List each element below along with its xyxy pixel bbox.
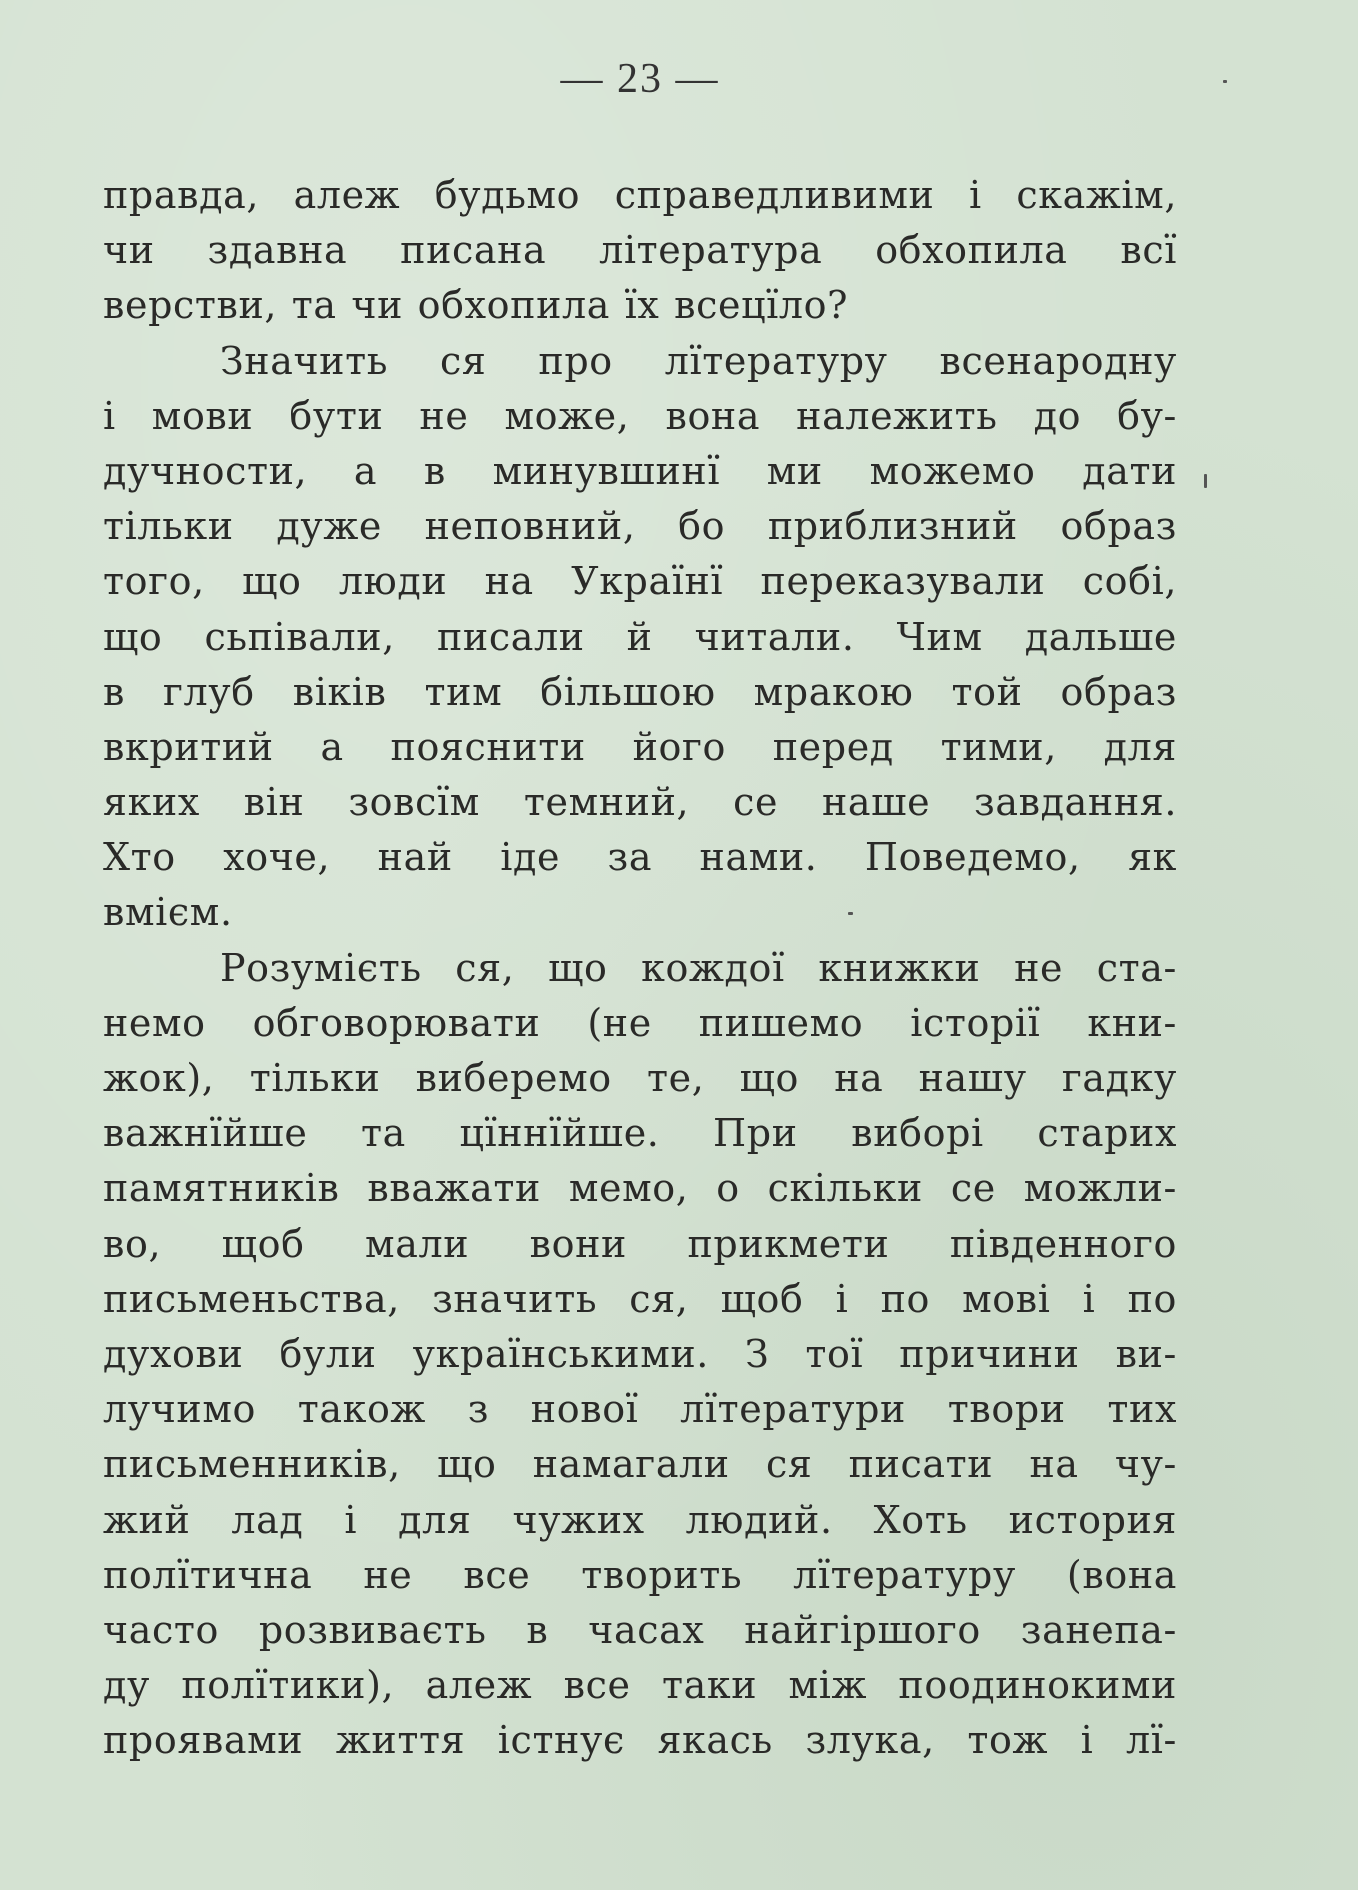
text-line: во, щоб мали вони прикмети південного	[103, 1221, 1177, 1266]
text-line: в глуб віків тим більшою мракою той образ	[103, 669, 1177, 714]
text-line: дучности, а в минувшинї ми можемо дати	[103, 448, 1177, 493]
text-line: полїтична не все творить лїтературу (вона	[103, 1552, 1177, 1597]
text-line: того, що люди на Українї переказували собі,	[103, 559, 1177, 604]
text-line: письменників, що намагали ся писати на чу-	[103, 1442, 1177, 1487]
text-line: памятників вважати мемо, о скільки се можли-	[103, 1166, 1177, 1211]
page-number: — 23 —	[560, 56, 720, 102]
text-line: проявами життя істнує якась злука, тож і лї-	[103, 1718, 1177, 1763]
text-line: Хто хоче, най іде за нами. Поведемо, як	[103, 835, 1177, 880]
text-line: і мови бути не може, вона належить до бу-	[103, 393, 1177, 438]
text-line: вкритий а пояснити його перед тими, для	[103, 724, 1177, 769]
text-line: яких він зовсїм темний, се наше завдання.	[103, 780, 1177, 825]
text-line: немо обговорювати (не пишемо історії кни-	[103, 1000, 1177, 1045]
text-line: жок), тільки виберемо те, що на нашу гадку	[103, 1056, 1177, 1100]
ink-speck	[1223, 80, 1227, 83]
ink-speck	[848, 912, 853, 915]
body-text	[103, 168, 1177, 1768]
text-line: письменьства, значить ся, щоб і по мові і по	[103, 1276, 1177, 1321]
text-line: важнїйше та цїннїйше. При виборі старих	[103, 1111, 1177, 1156]
text-line: жий лад і для чужих людий. Хоть история	[103, 1497, 1177, 1542]
text-line: Розумієть ся, що кождої книжки не ста-	[220, 945, 1177, 990]
text-line: духови були українськими. З тої причини ви-	[103, 1331, 1177, 1376]
text-line: часто розвиваєть в часах найгіршого занепа-	[103, 1607, 1177, 1652]
text-line: правда, алеж будьмо справедливими і скажім,	[103, 173, 1177, 217]
ink-speck	[1204, 474, 1207, 488]
text-line: що сьпівали, писали й читали. Чим дальше	[103, 614, 1177, 659]
text-line: чи здавна писана література обхопила всї	[103, 228, 1177, 273]
text-line: лучимо також з нової лїтератури твори тих	[103, 1387, 1177, 1432]
text-line: вмієм.	[103, 890, 233, 935]
text-line: тільки дуже неповний, бо приблизний образ	[103, 504, 1177, 549]
text-line: верстви, та чи обхопила їх всецїло?	[103, 283, 849, 328]
text-line: Значить ся про лїтературу всенародну	[220, 338, 1177, 383]
text-line: ду полїтики), алеж все таки між поодинокими	[103, 1663, 1177, 1708]
